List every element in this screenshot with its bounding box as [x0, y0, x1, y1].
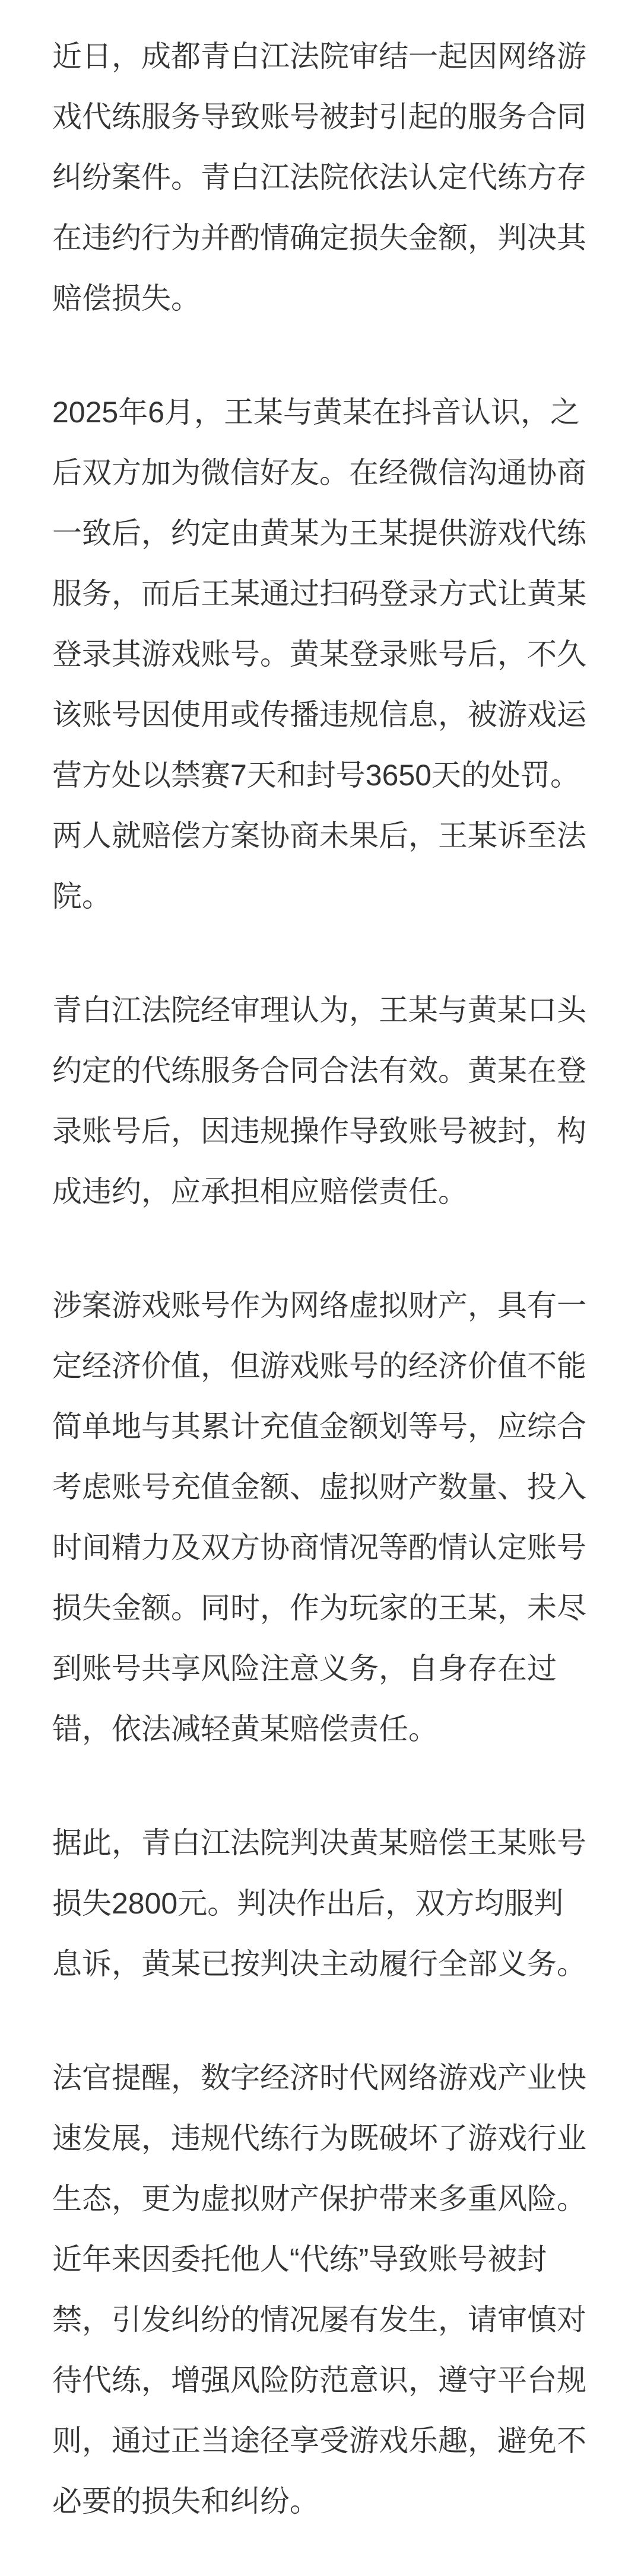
paragraph-list — [52, 26, 589, 2532]
article-paragraph: 2025年6月，王某与黄某在抖音认识，之后双方加为微信好友。在经微信沟通协商一致后，约定由黄某为王某提供游戏代练服务，而后王某通过扫码登录方式让黄某登录其游戏账号。黄某登录账号后，不久该账号因使用或传播违规信息，被游戏运营方处以禁赛7天和封号3650天的处罚。两人就赔偿方案协商未果后，王某诉至法院。 — [52, 396, 586, 913]
article-paragraph: 涉案游戏账号作为网络虚拟财产，具有一定经济价值，但游戏账号的经济价值不能简单地与其累计充值金额划等号，应综合考虑账号充值金额、虚拟财产数量、投入时间精力及双方协商情况等酌情认定账号损失金额。同时，作为玩家的王某，未尽到账号共享风险注意义务，自身存在过错，依法减轻黄某赔偿责任。 — [52, 1289, 586, 1746]
article-paragraph: 据此，青白江法院判决黄某赔偿王某账号损失2800元。判决作出后，双方均服判息诉，黄某已按判决主动履行全部义务。 — [52, 1826, 586, 1980]
article-paragraph: 近日，成都青白江法院审结一起因网络游戏代练服务导致账号被封引起的服务合同纠纷案件。青白江法院依法认定代练方存在违约行为并酌情确定损失金额，判决其赔偿损失。 — [52, 40, 586, 315]
article-paragraph: 青白江法院经审理认为，王某与黄某口头约定的代练服务合同合法有效。黄某在登录账号后，因违规操作导致账号被封，构成违约，应承担相应赔偿责任。 — [52, 994, 586, 1208]
article-paragraph: 法官提醒，数字经济时代网络游戏产业快速发展，违规代练行为既破坏了游戏行业生态，更为虚拟财产保护带来多重风险。近年来因委托他人“代练”导致账号被封禁，引发纠纷的情况屡有发生，请审慎对待代练，增强风险防范意识，遵守平台规则，通过正当途径享受游戏乐趣，避免不必要的损失和纠纷。 — [52, 2061, 586, 2518]
